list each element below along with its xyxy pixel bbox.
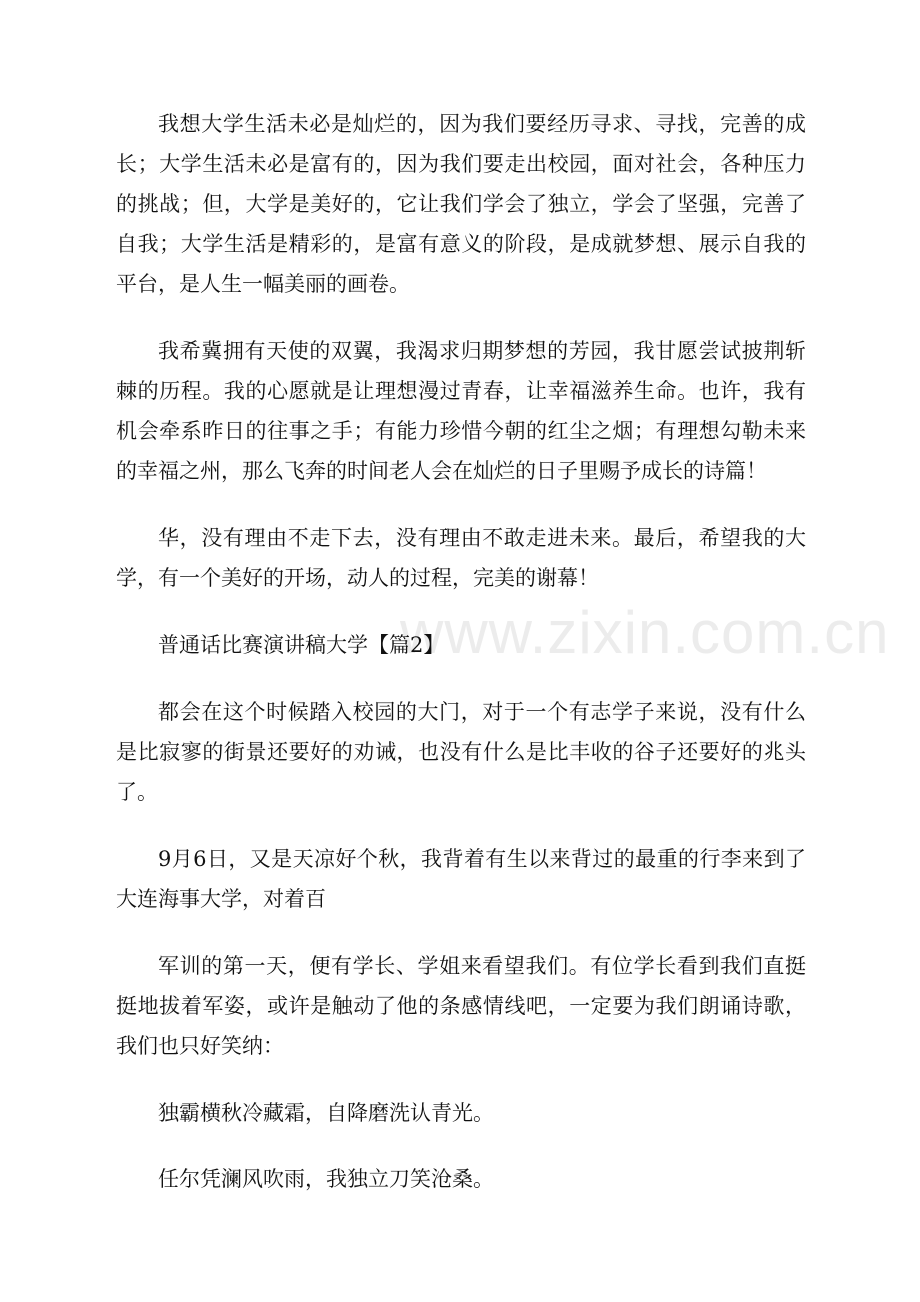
paragraph-4: 都会在这个时候踏入校园的大门，对于一个有志学子来说，没有什么是比寂寥的街景还要好的劝诫，也没有什么是比丰收的谷子还要好的兆头了。 bbox=[116, 700, 806, 804]
paragraph-3: 华，没有理由不走下去，没有理由不敢走进未来。最后，希望我的大学，有一个美好的开场，动人的过程，完美的谢幕！ bbox=[116, 526, 806, 590]
paragraph-2: 我希冀拥有天使的双翼，我渴求归期梦想的芳园，我甘愿尝试披荆斩棘的历程。我的心愿就是让理想漫过青春，让幸福滋养生命。也许，我有机会牵系昨日的往事之手；有能力珍惜今朝的红尘之烟；有理想勾勒未来的幸福之州，那么飞奔的时间老人会在灿烂的日子里赐予成长的诗篇！ bbox=[116, 339, 806, 483]
watermark: www.zixin.com.cn bbox=[400, 599, 890, 666]
section-heading: 普通话比赛演讲稿大学【篇2】 bbox=[158, 633, 445, 657]
document-body bbox=[116, 104, 806, 1225]
paragraph-6: 军训的第一天，便有学长、学姐来看望我们。有位学长看到我们直挺挺地拔着军姿，或许是触动了他的条感情线吧，一定要为我们朗诵诗歌，我们也只好笑纳： bbox=[116, 954, 806, 1058]
paragraph-5: 9月6日，又是天凉好个秋，我背着有生以来背过的最重的行李来到了大连海事大学，对着百 bbox=[116, 847, 806, 911]
paragraph-1: 我想大学生活未必是灿烂的，因为我们要经历寻求、寻找，完善的成长；大学生活未必是富有的，因为我们要走出校园，面对社会，各种压力的挑战；但，大学是美好的，它让我们学会了独立，学会了坚强，完善了自我；大学生活是精彩的，是富有意义的阶段，是成就梦想、展示自我的平台，是人生一幅美丽的画卷。 bbox=[116, 112, 806, 296]
poem-line-2: 任尔凭澜风吹雨，我独立刀笑沧桑。 bbox=[158, 1167, 494, 1191]
poem-line-1: 独霸横秋冷藏霜，自降磨洗认青光。 bbox=[158, 1101, 494, 1125]
